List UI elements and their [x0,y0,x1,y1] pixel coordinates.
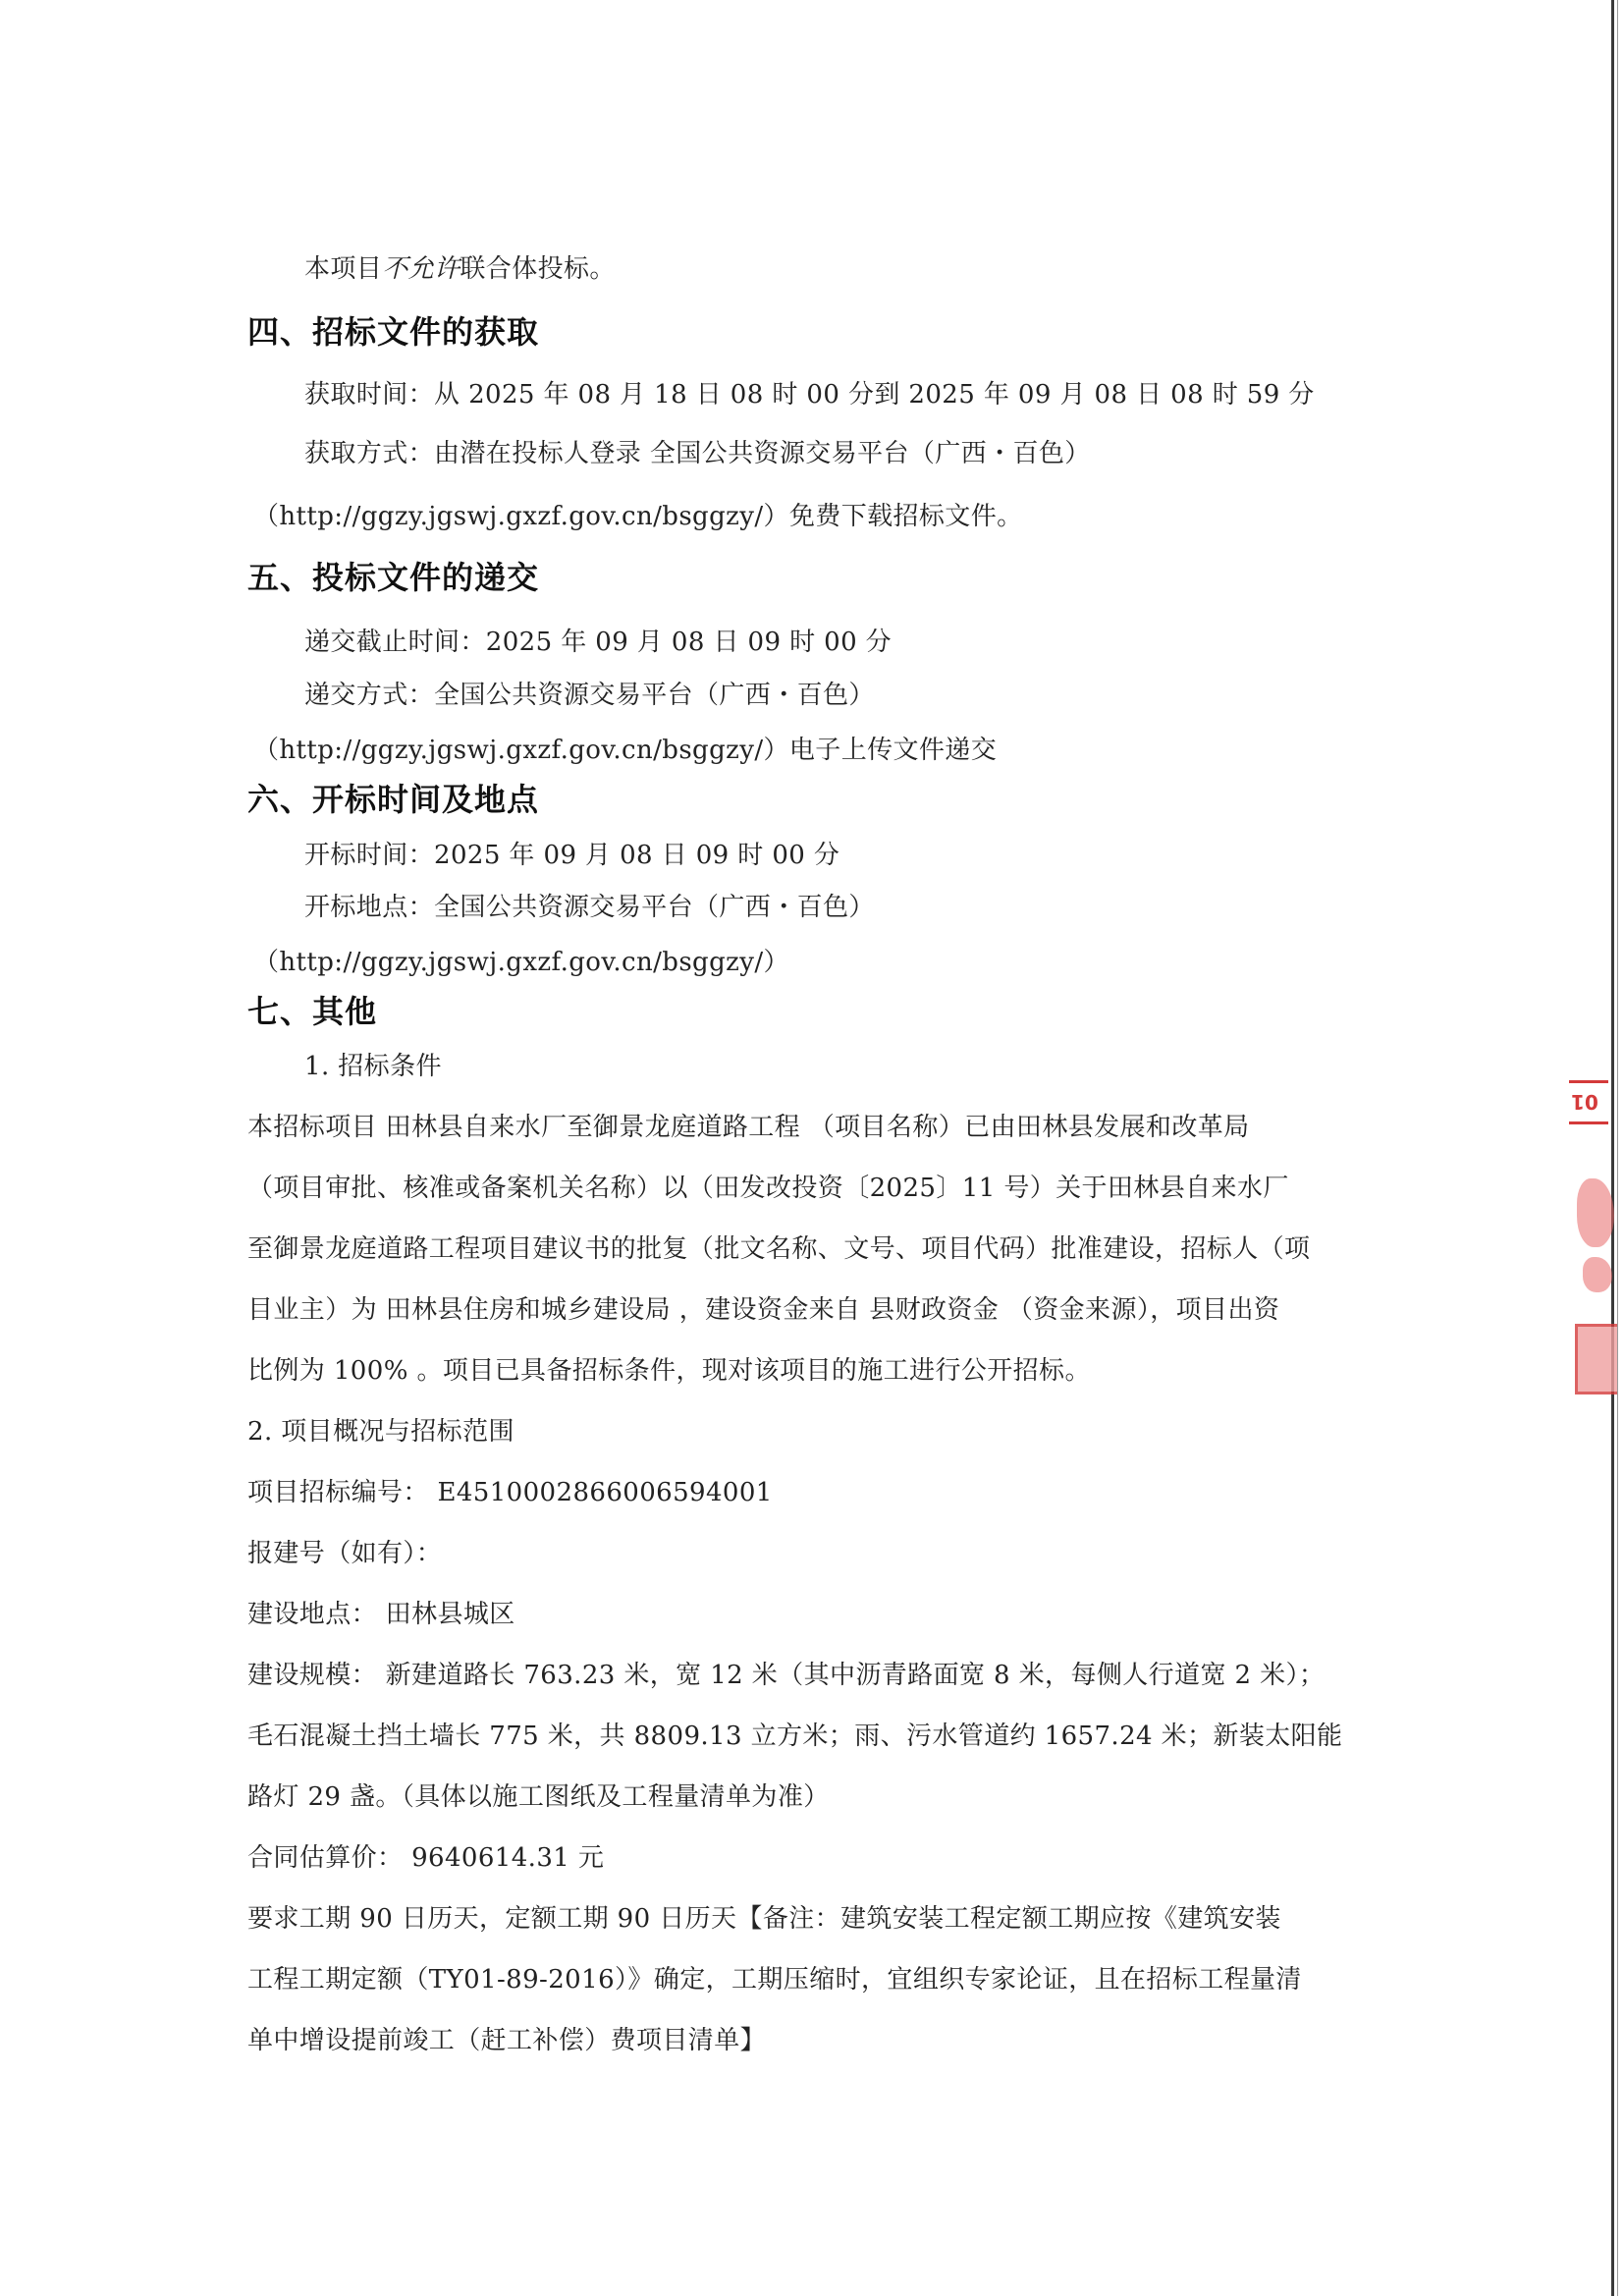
section-4-url: （http://ggzy.jgswj.gxzf.gov.cn/bsggzy/）免费下载招标文件。 [253,502,1023,531]
item-1-line: 比例为 100% 。项目已具备招标条件，现对该项目的施工进行公开招标。 [247,1356,1091,1386]
period-line: 工程工期定额（TY01-89-2016）》确定，工期压缩时，宜组织专家论证，且在招标工程量清 [247,1965,1302,1995]
build-location: 建设地点： 田林县城区 [247,1600,515,1629]
intro-text-a: 本项目 [304,254,383,284]
section-4-time: 获取时间：从 2025 年 08 月 18 日 08 时 00 分到 2025 年 09 月 08 日 08 时 59 分 [304,380,1315,410]
item-1-line: 本招标项目 田林县自来水厂至御景龙庭道路工程 （项目名称）已由田林县发展和改革局 [247,1113,1250,1142]
intro-text-italic: 不允许 [382,254,460,284]
section-5-deadline: 递交截止时间：2025 年 09 月 08 日 09 时 00 分 [304,628,893,657]
item-1-line: 目业主）为 田林县住房和城乡建设局 ，建设资金来自 县财政资金 （资金来源），项目出资 [247,1295,1280,1325]
section-5-url: （http://ggzy.jgswj.gxzf.gov.cn/bsggzy/）电子上传文件递交 [253,736,998,765]
section-6-time: 开标时间：2025 年 09 月 08 日 09 时 00 分 [304,841,840,870]
seal-stamp-frame [1575,1324,1617,1394]
seal-stamp-ink [1577,1178,1614,1247]
item-2-title: 2. 项目概况与招标范围 [247,1417,514,1447]
period-line: 单中增设提前竣工（赶工补偿）费项目清单】 [247,2026,767,2055]
build-number: 报建号（如有）： [247,1539,443,1568]
section-4-heading: 四、招标文件的获取 [247,313,540,351]
seal-stamp-ink [1583,1257,1612,1292]
intro-text-c: 联合体投标。 [460,254,616,284]
seal-stamp-mark [1569,1121,1608,1124]
project-number: 项目招标编号： E4510002866006594001 [247,1478,773,1507]
item-1-line: （项目审批、核准或备案机关名称）以（田发改投资〔2025〕11 号）关于田林县自来水厂 [247,1174,1289,1203]
section-6-place: 开标地点：全国公共资源交易平台（广西・百色） [304,893,875,922]
build-scale-line: 毛石混凝土挡土墙长 775 米，共 8809.13 立方米；雨、污水管道约 1657.24 米；新装太阳能 [247,1722,1343,1751]
section-7-heading: 七、其他 [247,993,378,1030]
period-line: 要求工期 90 日历天，定额工期 90 日历天【备注：建筑安装工程定额工期应按《建筑安装 [247,1904,1281,1934]
page-edge-line-inner [1617,0,1618,2296]
section-6-heading: 六、开标时间及地点 [247,781,540,818]
item-1-title: 1. 招标条件 [304,1052,442,1081]
intro-paragraph [304,251,616,287]
section-6-url: （http://ggzy.jgswj.gxzf.gov.cn/bsggzy/） [253,948,789,977]
section-5-method: 递交方式：全国公共资源交易平台（广西・百色） [304,681,875,710]
estimated-price: 合同估算价： 9640614.31 元 [247,1843,605,1873]
seal-stamp-mark [1569,1080,1608,1083]
build-scale-line: 路灯 29 盏。（具体以施工图纸及工程量清单为准） [247,1782,830,1812]
item-1-line: 至御景龙庭道路工程项目建议书的批复（批文名称、文号、项目代码）批准建设，招标人（项 [247,1234,1311,1264]
seal-stamp [1561,1061,1614,1414]
section-4-method: 获取方式：由潜在投标人登录 全国公共资源交易平台（广西・百色） [304,439,1091,468]
section-5-heading: 五、投标文件的递交 [247,559,540,596]
seal-stamp-text: 01 [1571,1090,1598,1114]
build-scale-line: 建设规模： 新建道路长 763.23 米，宽 12 米（其中沥青路面宽 8 米，每侧人行道宽 2 米）； [247,1661,1326,1690]
